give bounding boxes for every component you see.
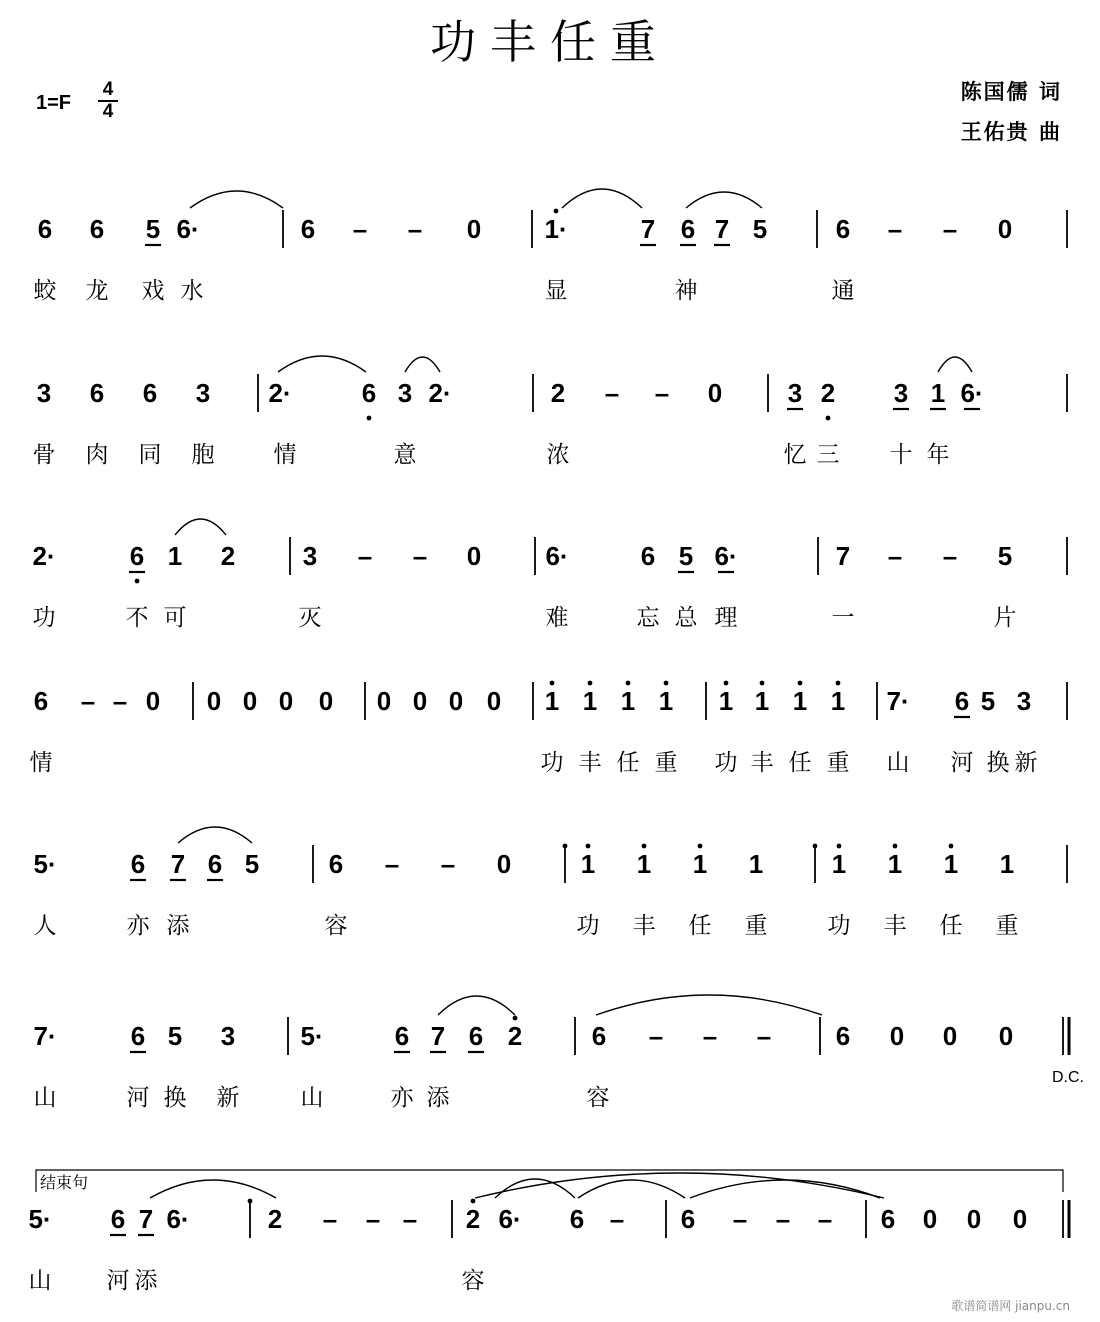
note: 1 (580, 849, 596, 879)
lyric-syllable: 难 (545, 605, 569, 631)
lyric-syllable: 功 (576, 913, 600, 939)
note: 3 (1016, 686, 1032, 716)
lyric-syllable: 总 (674, 605, 698, 631)
note: – (942, 214, 958, 244)
lyric-syllable: 重 (744, 913, 768, 939)
lyric-syllable: 功 (827, 913, 851, 939)
note: – (942, 541, 958, 571)
note: 6 (569, 1204, 585, 1234)
high-octave-dot (760, 681, 765, 686)
composer-credit: 王佑贵 曲 (960, 120, 1062, 144)
high-octave-dot (893, 844, 898, 849)
slur (278, 356, 366, 372)
lyric-syllable: 添 (166, 913, 190, 939)
note: – (609, 1204, 625, 1234)
lyric-syllable: 添 (134, 1268, 158, 1294)
slur (562, 189, 642, 208)
lyric-syllable: 可 (163, 605, 187, 631)
note: – (702, 1021, 718, 1051)
note: 3 (787, 378, 803, 408)
lyric-syllable: 胞 (191, 442, 215, 468)
note: – (412, 541, 428, 571)
note: 5 (980, 686, 996, 716)
note: 6 (129, 541, 145, 571)
slur (938, 357, 972, 372)
high-octave-dot (550, 681, 555, 686)
lyric-syllable: 丰 (750, 750, 774, 776)
note: 5· (300, 1021, 324, 1051)
lyric-syllable: 重 (995, 913, 1019, 939)
high-octave-dot (626, 681, 631, 686)
high-octave-dot (554, 209, 559, 214)
low-octave-dot (367, 416, 372, 421)
note: 0 (707, 378, 723, 408)
note: 6· (714, 541, 738, 571)
lyric-syllable: 河 (106, 1268, 130, 1294)
note: 7 (170, 849, 186, 879)
note: 0 (466, 541, 482, 571)
note: 5 (997, 541, 1013, 571)
ending-label: 结束句 (40, 1175, 89, 1192)
note: 1 (887, 849, 903, 879)
low-octave-dot (826, 416, 831, 421)
lyric-syllable: 山 (886, 750, 910, 776)
note: 2 (507, 1021, 523, 1051)
note: – (648, 1021, 664, 1051)
note: – (732, 1204, 748, 1234)
slur (175, 519, 226, 535)
note: 0 (376, 686, 392, 716)
slur (596, 995, 822, 1015)
note: 6 (835, 1021, 851, 1051)
slur (190, 191, 283, 208)
note: 6· (166, 1204, 190, 1234)
note: – (352, 214, 368, 244)
lyric-syllable: 山 (300, 1085, 324, 1111)
note: – (654, 378, 670, 408)
note: 1 (943, 849, 959, 879)
lyric-syllable: 十 (889, 442, 913, 468)
music-system-5 (33, 845, 1067, 939)
slur (438, 996, 515, 1015)
note: – (402, 1204, 418, 1234)
note: – (384, 849, 400, 879)
lyric-syllable: 任 (688, 913, 712, 939)
lyric-syllable: 不 (125, 605, 149, 631)
note: 7 (430, 1021, 446, 1051)
lyric-syllable: 三 (816, 442, 840, 468)
note: – (80, 686, 96, 716)
note: 6 (130, 849, 146, 879)
note: 6 (394, 1021, 410, 1051)
lyric-syllable: 水 (180, 278, 204, 304)
note: – (407, 214, 423, 244)
high-octave-dot (949, 844, 954, 849)
lyric-syllable: 新 (1014, 750, 1038, 776)
note: 6 (207, 849, 223, 879)
slur (686, 192, 762, 208)
da-capo-mark: D.C. (1052, 1069, 1084, 1086)
lyric-syllable: 忆 (783, 442, 807, 468)
note: 6 (300, 214, 316, 244)
note: 3 (195, 378, 211, 408)
lyric-syllable: 添 (426, 1085, 450, 1111)
lyric-syllable: 亦 (126, 913, 150, 939)
lyric-syllable: 人 (33, 913, 57, 939)
lyric-syllable: 肉 (85, 442, 109, 468)
lyric-syllable: 容 (324, 913, 348, 939)
note: 2 (550, 378, 566, 408)
note: 1 (582, 686, 598, 716)
note: 6· (498, 1204, 522, 1234)
note: 6 (89, 378, 105, 408)
note: 0 (206, 686, 222, 716)
note: 6 (110, 1204, 126, 1234)
note: 5· (33, 849, 57, 879)
watermark: 歌谱简谱网 jianpu.cn (951, 1299, 1070, 1313)
note: 6 (142, 378, 158, 408)
high-octave-dot (798, 681, 803, 686)
lyric-syllable: 骨 (32, 442, 56, 468)
high-octave-dot (248, 1199, 253, 1204)
note: 6 (880, 1204, 896, 1234)
note: 3 (397, 378, 413, 408)
slur (405, 357, 440, 372)
slur (578, 1180, 685, 1198)
music-system-4 (30, 682, 1068, 776)
lyric-syllable: 戏 (141, 278, 165, 304)
note: 1 (831, 849, 847, 879)
high-octave-dot (563, 844, 568, 849)
lyric-syllable: 丰 (883, 913, 907, 939)
lyric-syllable: 重 (654, 750, 678, 776)
note: 6 (954, 686, 970, 716)
lyric-syllable: 情 (29, 750, 53, 776)
high-octave-dot (642, 844, 647, 849)
lyric-syllable: 河 (950, 750, 974, 776)
note: 2 (267, 1204, 283, 1234)
note: 1 (999, 849, 1015, 879)
lyric-syllable: 功 (32, 605, 56, 631)
note: 5· (28, 1204, 52, 1234)
note: 1 (167, 541, 183, 571)
note: 5 (167, 1021, 183, 1051)
note: 0 (1012, 1204, 1028, 1234)
high-octave-dot (586, 844, 591, 849)
note: 6· (545, 541, 569, 571)
lyric-syllable: 河 (126, 1085, 150, 1111)
high-octave-dot (836, 681, 841, 686)
lyric-syllable: 换 (163, 1085, 187, 1111)
note: 1 (930, 378, 946, 408)
lyric-syllable: 容 (586, 1085, 610, 1111)
note: 7 (835, 541, 851, 571)
lyric-syllable: 任 (616, 750, 640, 776)
note: 6· (176, 214, 200, 244)
lyric-syllable: 任 (788, 750, 812, 776)
music-system-1 (34, 210, 1068, 304)
note: 6 (33, 686, 49, 716)
note: 0 (412, 686, 428, 716)
note: 1 (792, 686, 808, 716)
note: 7 (640, 214, 656, 244)
note: 0 (466, 214, 482, 244)
note: 3 (220, 1021, 236, 1051)
lyric-syllable: 丰 (632, 913, 656, 939)
note: – (887, 214, 903, 244)
note: 0 (448, 686, 464, 716)
lyric-syllable: 灭 (298, 605, 322, 631)
high-octave-dot (471, 1199, 476, 1204)
lyric-syllable: 一 (831, 605, 855, 631)
lyric-syllable: 浓 (546, 442, 570, 468)
lyric-syllable: 功 (540, 750, 564, 776)
note: 0 (242, 686, 258, 716)
note: 6 (130, 1021, 146, 1051)
note: 2 (820, 378, 836, 408)
lyric-syllable: 重 (826, 750, 850, 776)
note: 0 (998, 1021, 1014, 1051)
music-system-6 (33, 1017, 1069, 1111)
note: 0 (145, 686, 161, 716)
note: 7 (714, 214, 730, 244)
note: 2 (220, 541, 236, 571)
lyric-syllable: 忘 (636, 605, 660, 631)
note: 5 (752, 214, 768, 244)
note: 1 (754, 686, 770, 716)
note: 7· (33, 1021, 57, 1051)
note: 6 (680, 1204, 696, 1234)
note: 6 (640, 541, 656, 571)
high-octave-dot (837, 844, 842, 849)
high-octave-dot (513, 1016, 518, 1021)
slur (178, 827, 252, 843)
note: 6· (960, 378, 984, 408)
lyric-syllable: 山 (28, 1268, 52, 1294)
note: – (887, 541, 903, 571)
high-octave-dot (724, 681, 729, 686)
note: 3 (36, 378, 52, 408)
note: – (775, 1204, 791, 1234)
note: 6 (328, 849, 344, 879)
note: 3 (302, 541, 318, 571)
music-system-3 (32, 537, 1067, 631)
music-system-2 (33, 374, 1068, 468)
note: 0 (889, 1021, 905, 1051)
low-octave-dot (135, 579, 140, 584)
lyric-syllable: 龙 (85, 278, 109, 304)
note: 6 (361, 378, 377, 408)
lyric-syllable: 蛟 (33, 278, 57, 304)
note: 0 (997, 214, 1013, 244)
note: 5 (678, 541, 694, 571)
note: 2· (428, 378, 452, 408)
lyric-syllable: 片 (993, 605, 1017, 631)
note: 5 (145, 214, 161, 244)
note: 2· (32, 541, 56, 571)
lyric-syllable: 年 (926, 442, 950, 468)
key-signature: 1=F (36, 92, 72, 114)
note: 1 (718, 686, 734, 716)
note: 2· (268, 378, 292, 408)
lyric-syllable: 意 (393, 442, 417, 468)
high-octave-dot (813, 844, 818, 849)
note: 6 (835, 214, 851, 244)
note: – (322, 1204, 338, 1234)
note: – (817, 1204, 833, 1234)
note: 6 (89, 214, 105, 244)
lyric-syllable: 通 (831, 278, 855, 304)
note: 1 (830, 686, 846, 716)
note: 0 (966, 1204, 982, 1234)
note: 1· (544, 214, 568, 244)
note: – (112, 686, 128, 716)
note: – (357, 541, 373, 571)
lyric-syllable: 任 (939, 913, 963, 939)
note: 6 (37, 214, 53, 244)
lyric-syllable: 神 (674, 278, 698, 304)
note: – (604, 378, 620, 408)
note: 0 (496, 849, 512, 879)
slur (690, 1180, 880, 1198)
lyricist-credit: 陈国儒 词 (960, 80, 1062, 104)
lyric-syllable: 丰 (578, 750, 602, 776)
lyric-syllable: 新 (216, 1085, 240, 1111)
note: 0 (486, 686, 502, 716)
note: 5 (244, 849, 260, 879)
note: 2 (465, 1204, 481, 1234)
slur (495, 1179, 575, 1198)
note: 0 (942, 1021, 958, 1051)
note: 1 (620, 686, 636, 716)
note: 6 (468, 1021, 484, 1051)
high-octave-dot (664, 681, 669, 686)
music-system-7 (28, 1200, 1069, 1294)
time-signature-bottom: 4 (102, 101, 114, 122)
lyric-syllable: 显 (544, 278, 568, 304)
note: 1 (658, 686, 674, 716)
note: 1 (636, 849, 652, 879)
note: 7· (886, 686, 910, 716)
note: 6 (591, 1021, 607, 1051)
lyric-syllable: 同 (138, 442, 162, 468)
note: 0 (278, 686, 294, 716)
lyric-syllable: 山 (33, 1085, 57, 1111)
note: 1 (692, 849, 708, 879)
note: 6 (680, 214, 696, 244)
note: 1 (544, 686, 560, 716)
lyric-syllable: 容 (461, 1268, 485, 1294)
note: – (756, 1021, 772, 1051)
note: 0 (922, 1204, 938, 1234)
note: 7 (138, 1204, 154, 1234)
note: 0 (318, 686, 334, 716)
lyric-syllable: 换 (986, 750, 1010, 776)
high-octave-dot (588, 681, 593, 686)
high-octave-dot (698, 844, 703, 849)
time-signature-top: 4 (102, 79, 114, 100)
note: 3 (893, 378, 909, 408)
note: – (440, 849, 456, 879)
note: 1 (748, 849, 764, 879)
lyric-syllable: 功 (714, 750, 738, 776)
note: – (365, 1204, 381, 1234)
page-title: 功丰任重 (430, 15, 670, 69)
slur (150, 1180, 276, 1198)
lyric-syllable: 亦 (390, 1085, 414, 1111)
lyric-syllable: 理 (714, 605, 738, 631)
lyric-syllable: 情 (273, 442, 297, 468)
